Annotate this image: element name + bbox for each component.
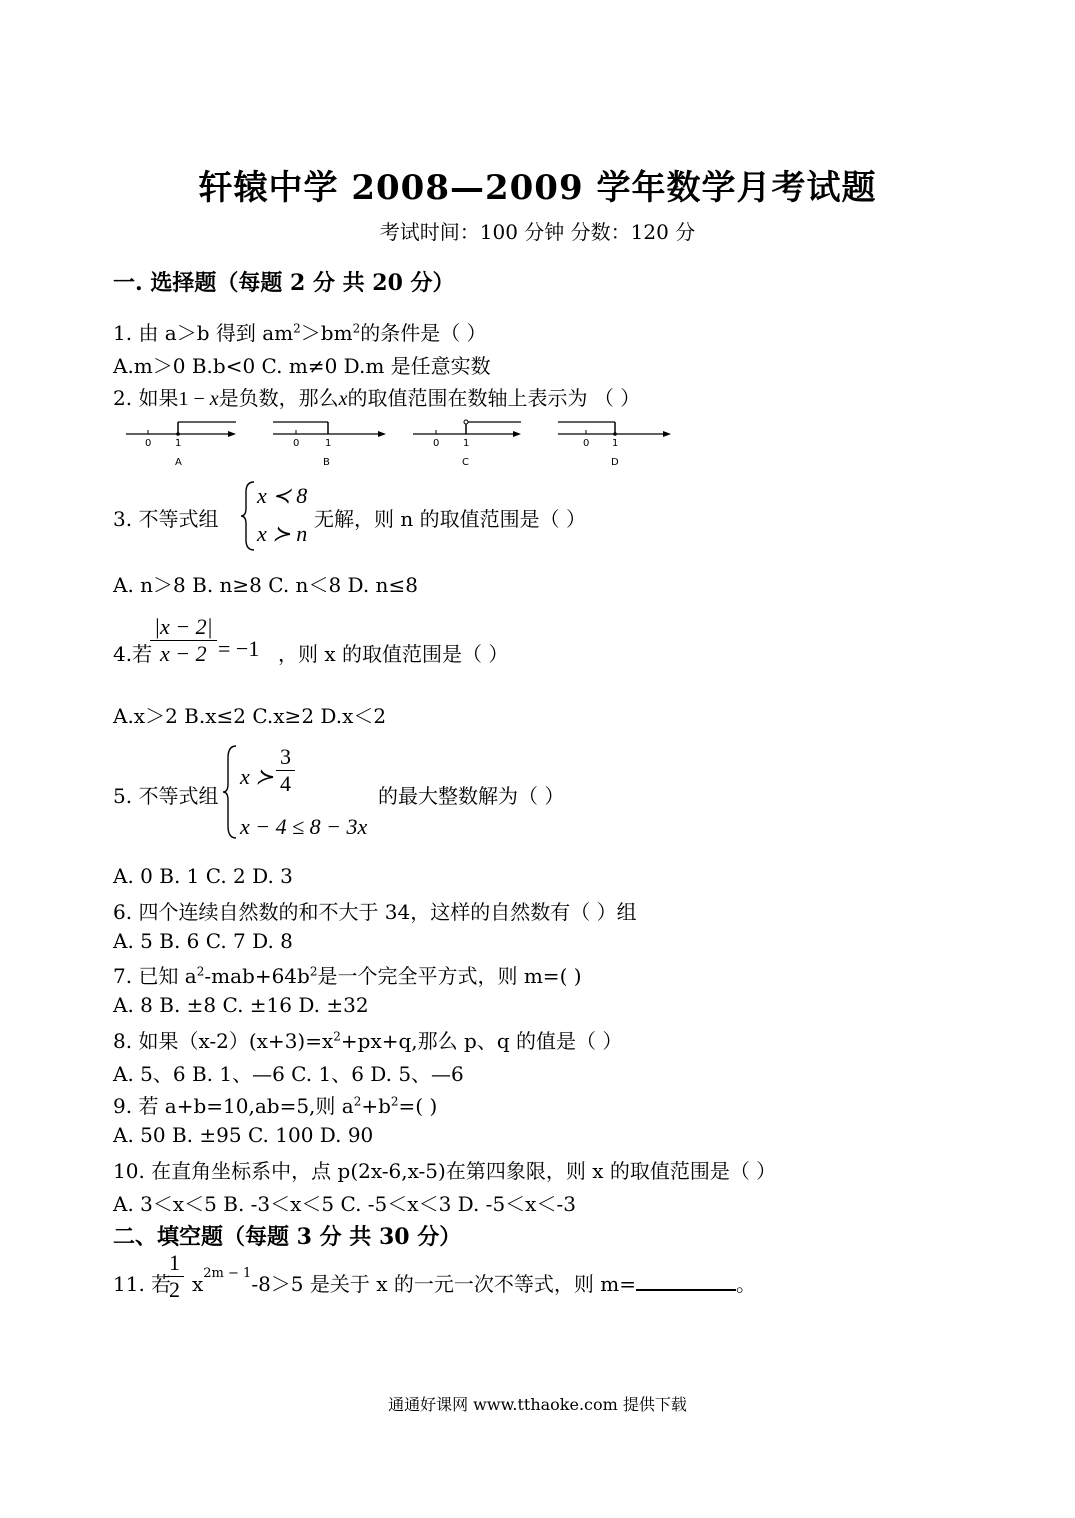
exam-info: 考试时间：100 分钟 分数：120 分 <box>379 220 696 244</box>
q3-row-2: x ≻ n <box>257 521 308 546</box>
question-6-options: A. 5 B. 6 C. 7 D. 8 <box>113 929 293 953</box>
question-8: 8. 如果$(x-2)(x+3)=x^2+px+q$,那么 p、q 的值是（ ） <box>113 1029 623 1053</box>
q11-answer-blank[interactable] <box>636 1271 736 1291</box>
footer-source: 通通好课网 www.tthaoke.com 提供下载 <box>388 1395 687 1414</box>
question-4-lead: 4.若 <box>113 642 153 666</box>
axis-a-tick-0: 0 <box>145 438 152 449</box>
question-6: 6. 四个连续自然数的和不大于 34，这样的自然数有（ ）组 <box>113 900 637 924</box>
question-3-options: A. n＞8 B. n≥8 C. n＜8 D. n≤8 <box>113 573 418 597</box>
number-line-figures <box>118 412 688 472</box>
question-8-options: A. 5、6 B. 1、—6 C. 1、6 D. 5、—6 <box>113 1062 464 1086</box>
axis-d-tick-1: 1 <box>612 438 619 449</box>
question-10-options: A. 3＜x＜5 B. -3＜x＜5 C. -5＜x＜3 D. -5＜x＜-3 <box>113 1192 576 1216</box>
number-line-b <box>273 422 386 468</box>
q4-equals: = −1 <box>218 636 260 661</box>
q5-row-2: x − 4 ≤ 8 − 3x <box>240 814 368 839</box>
brace-q3 <box>240 480 258 552</box>
q11-expression: $x^{2m - 1}-8>5$ 是关于 x 的一元一次不等式，则 m= 。 <box>192 1266 756 1296</box>
question-5-options: A. 0 B. 1 C. 2 D. 3 <box>113 864 293 888</box>
question-3-tail: 无解，则 n 的取值范围是（ ） <box>314 507 586 531</box>
axis-b-tick-1: 1 <box>325 438 332 449</box>
question-5-tail: 的最大整数解为（ ） <box>378 784 565 808</box>
q3-row-1: x ≺ 8 <box>257 483 308 508</box>
axis-c-tick-0: 0 <box>433 438 440 449</box>
axis-c-tick-1: 1 <box>463 438 470 449</box>
question-7-options: A. 8 B. ±8 C. ±16 D. ±32 <box>113 993 369 1017</box>
q5-fraction <box>276 744 295 797</box>
question-7: 7. 已知 $a^2-mab+64b^2$是一个完全平方式，则 m=( ) <box>113 964 582 988</box>
question-9: 9. 若 a+b=10,ab=5,则 $a^2+b^2=$( ) <box>113 1094 438 1118</box>
q11-fraction <box>165 1250 184 1303</box>
axis-a-tick-1: 1 <box>175 438 182 449</box>
number-line-d <box>558 422 671 468</box>
axis-b-label: B <box>323 457 330 468</box>
q5-row-1-lhs: x ≻ <box>240 764 274 789</box>
q5-numerator: 3 <box>276 744 295 771</box>
question-5-lead: 5. 不等式组 <box>113 784 219 808</box>
question-3-lead: 3. 不等式组 <box>113 507 219 531</box>
q11-numerator: 1 <box>165 1250 184 1277</box>
q5-denominator: 4 <box>280 771 291 796</box>
question-2: 2. 如果1 − x是负数，那么x的取值范围在数轴上表示为 （ ） <box>113 386 641 410</box>
axis-d-tick-0: 0 <box>583 438 590 449</box>
section-heading-choice: 一. 选择题（每题 2 分 共 20 分） <box>113 270 455 296</box>
page-title: 轩辕中学 2008—2009 学年数学月考试题 <box>198 168 877 208</box>
question-9-options: A. 50 B. ±95 C. 100 D. 90 <box>113 1123 374 1147</box>
brace-q5 <box>222 744 240 840</box>
axis-d-label: D <box>611 457 619 468</box>
axis-c-label: C <box>462 457 469 468</box>
number-line-c <box>413 420 521 468</box>
q4-numerator: |x − 2| <box>150 614 217 641</box>
q4-fraction <box>150 614 217 667</box>
question-1: 1. 由 a＞b 得到 $am^2>bm^2$的条件是（ ） <box>113 321 487 345</box>
axis-a-label: A <box>175 457 182 468</box>
question-11-lead: 11. 若 <box>113 1272 172 1296</box>
axis-b-tick-0: 0 <box>293 438 300 449</box>
q4-denominator: x − 2 <box>160 641 207 666</box>
question-10: 10. 在直角坐标系中，点 p(2x-6,x-5)在第四象限，则 x 的取值范围是（ ） <box>113 1159 777 1183</box>
question-4-options: A.x＞2 B.x≤2 C.x≥2 D.x＜2 <box>113 704 387 728</box>
section-heading-fill: 二、填空题（每题 3 分 共 30 分） <box>113 1224 462 1250</box>
number-line-a <box>126 422 236 468</box>
question-1-options: A.m＞0 B.b<0 C. m≠0 D.m 是任意实数 <box>113 354 491 378</box>
question-4-tail: ，则 x 的取值范围是（ ） <box>278 642 509 666</box>
q11-denominator: 2 <box>169 1277 180 1302</box>
